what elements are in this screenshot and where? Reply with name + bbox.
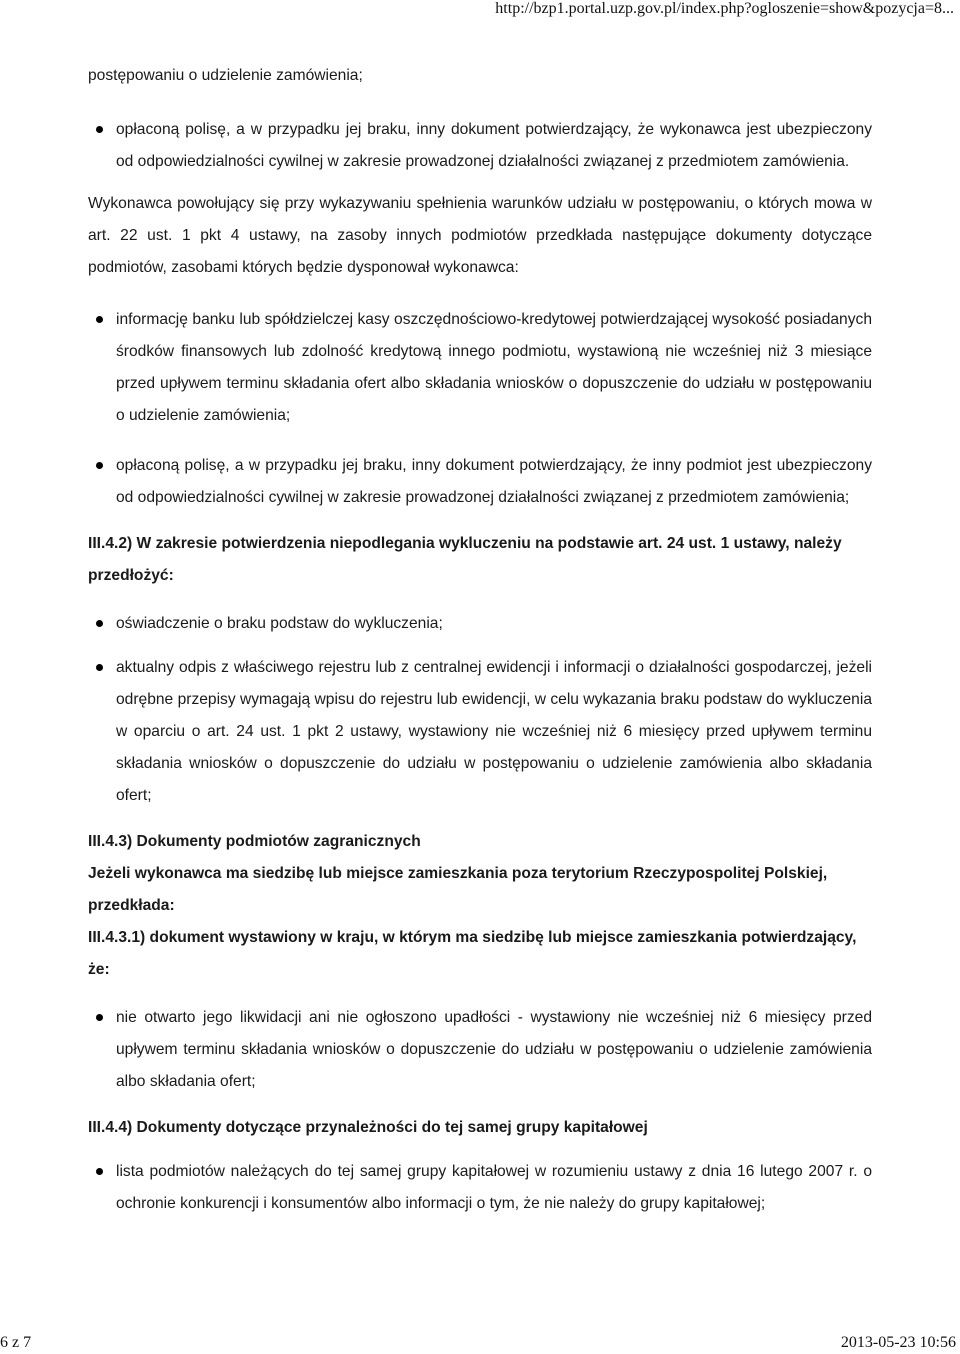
paragraph-resources: Wykonawca powołujący się przy wykazywaniu spełnienia warunków udziału w postępowaniu, o których mowa w art. 22 ust. 1 pkt 4 ustawy, na zasoby innych podmiotów przedkłada następujące dokumenty dotyczące podmiotów, zasobami których będzie dysponował wykonawca:	[88, 195, 872, 276]
paragraph-continuation: postępowaniu o udzielenie zamówienia;	[88, 67, 363, 84]
list-item: opłaconą polisę, a w przypadku jej braku, inny dokument potwierdzający, że inny podmiot jest ubezpieczony od odpowiedzialności cywilnej w zakresie prowadzonej działalności związanej z przedmiotem zamówienia;	[88, 450, 872, 514]
list-item: lista podmiotów należących do tej samej grupy kapitałowej w rozumieniu ustawy z dnia 16 lutego 2007 r. o ochronie konkurencji i konsumentów albo informacji o tym, że nie należy do grupy kapitałowej;	[88, 1156, 872, 1220]
print-datetime: 2013-05-23 10:56	[840, 1334, 956, 1351]
section-heading: III.4.2) W zakresie potwierdzenia niepodlegania wykluczeniu na podstawie art. 24 ust. 1 ustawy, należy przedłożyć:	[88, 535, 842, 584]
section-heading: III.4.3) Dokumenty podmiotów zagranicznych	[88, 833, 421, 850]
header-url: http://bzp1.portal.uzp.gov.pl/index.php?ogloszenie=show&pozycja=8...	[495, 0, 954, 17]
section-heading: III.4.4) Dokumenty dotyczące przynależności do tej samej grupy kapitałowej	[88, 1119, 648, 1136]
list-item: opłaconą polisę, a w przypadku jej braku, inny dokument potwierdzający, że wykonawca jest ubezpieczony od odpowiedzialności cywilnej w zakresie prowadzonej działalności związanej z przedmiotem zamówienia.	[88, 114, 872, 178]
list-item: oświadczenie o braku podstaw do wykluczenia;	[88, 608, 872, 640]
list-item: informację banku lub spółdzielczej kasy oszczędnościowo-kredytowej potwierdzającej wysokość posiadanych środków finansowych lub zdolność kredytową innego podmiotu, wystawioną nie wcześniej niż 3 miesiące przed upływem terminu składania ofert albo składania wniosków o dopuszczenie do udziału w postępowaniu o udzielenie zamówienia;	[88, 304, 872, 432]
bullet-list	[88, 1002, 872, 1098]
section-subheading: Jeżeli wykonawca ma siedzibę lub miejsce zamieszkania poza terytorium Rzeczypospolitej Polskiej, przedkłada:	[88, 865, 828, 914]
bullet-list	[88, 1156, 872, 1220]
bullet-list	[88, 304, 872, 514]
section-subheading: III.4.3.1) dokument wystawiony w kraju, w którym ma siedzibę lub miejsce zamieszkania potwierdzający, że:	[88, 929, 857, 978]
list-item: nie otwarto jego likwidacji ani nie ogłoszono upadłości - wystawiony nie wcześniej niż 6 miesięcy przed upływem terminu składania wniosków o dopuszczenie do udziału w postępowaniu o udzielenie zamówienia albo składania ofert;	[88, 1002, 872, 1098]
document-body	[88, 60, 872, 1220]
bullet-list	[88, 114, 872, 178]
page-number: 6 z 7	[0, 1334, 32, 1351]
bullet-list	[88, 608, 872, 812]
list-item: aktualny odpis z właściwego rejestru lub z centralnej ewidencji i informacji o działalności gospodarczej, jeżeli odrębne przepisy wymagają wpisu do rejestru lub ewidencji, w celu wykazania braku podstaw do wykluczenia w oparciu o art. 24 ust. 1 pkt 2 ustawy, wystawiony nie wcześniej niż 6 miesięcy przed upływem terminu składania wniosków o dopuszczenie do udziału w postępowaniu o udzielenie zamówienia albo składania ofert;	[88, 652, 872, 812]
